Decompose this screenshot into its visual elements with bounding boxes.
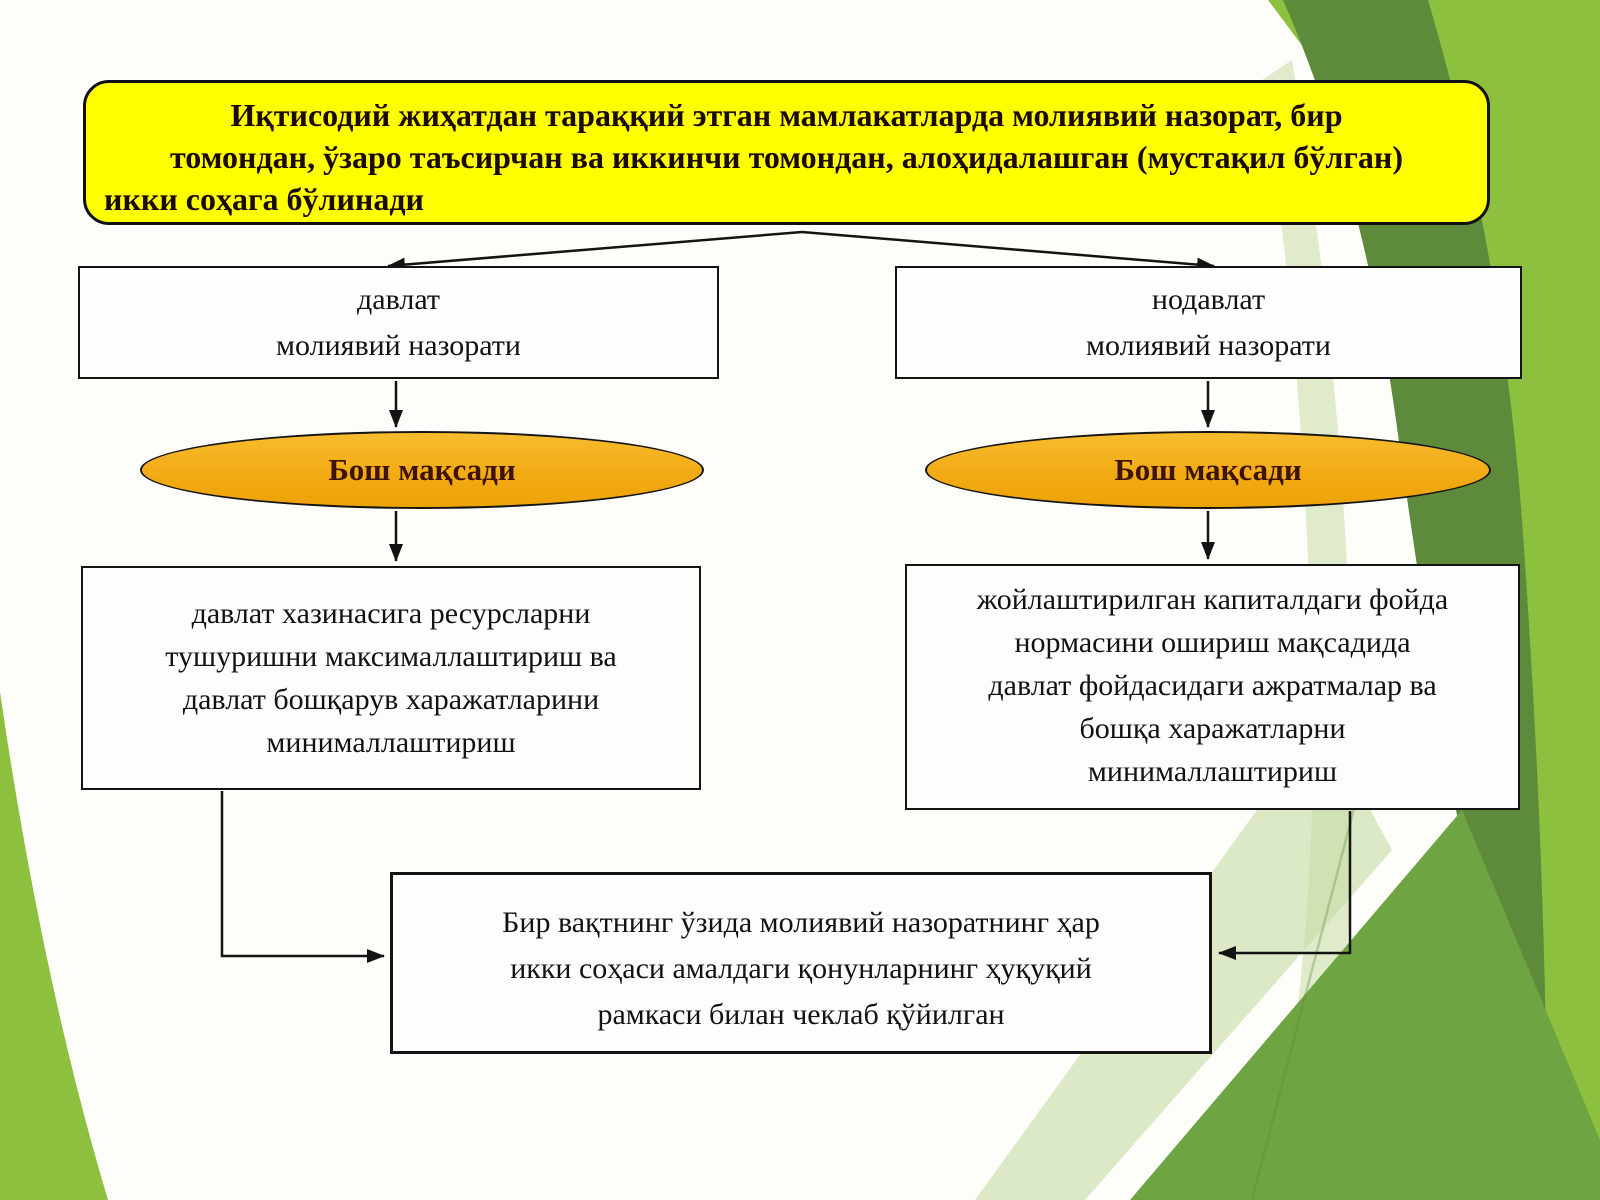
conclusion-line: икки соҳаси амалдаги қонунларнинг ҳуқуқий bbox=[510, 952, 1092, 985]
arrow-right-content-to-conclusion bbox=[1219, 811, 1350, 953]
goal-text-line: тушуришни максималлаштириш ва bbox=[165, 640, 617, 673]
title-box bbox=[83, 80, 1490, 225]
goal-label: Бош мақсади bbox=[1114, 452, 1302, 487]
conclusion-box bbox=[390, 872, 1212, 1054]
node-line: молиявий назорати bbox=[1086, 329, 1331, 362]
conclusion-line: рамкаси билан чеклаб қўйилган bbox=[597, 998, 1005, 1031]
title-line-2: томондан, ўзаро таъсирчан ва иккинчи томондан, алоҳидалашган (мустақил бўлган) bbox=[169, 139, 1403, 175]
node-state-financial-control bbox=[78, 266, 719, 379]
node-line: молиявий назорати bbox=[276, 329, 521, 362]
conclusion-line: Бир вақтнинг ўзида молиявий назоратнинг ҳар bbox=[502, 906, 1100, 939]
goal-text-line: давлат фойдасидаги ажратмалар ва bbox=[988, 669, 1437, 702]
title-line-1: Иқтисодий жиҳатдан тараққий этган мамлакатларда молиявий назорат, бир bbox=[230, 97, 1343, 133]
goal-text-line: бошқа харажатларни bbox=[1079, 712, 1346, 745]
node-line: давлат bbox=[357, 283, 440, 316]
goal-ellipse-right bbox=[925, 431, 1491, 509]
goal-text-line: минималлаштириш bbox=[266, 726, 516, 759]
node-line: нодавлат bbox=[1151, 283, 1266, 316]
arrow-title-to-left-node bbox=[388, 232, 802, 266]
title-line-3: икки соҳага бўлинади bbox=[104, 181, 424, 217]
goal-description-left bbox=[81, 566, 701, 790]
node-nonstate-financial-control bbox=[895, 266, 1522, 379]
arrow-title-to-right-node bbox=[802, 232, 1214, 266]
goal-text-line: давлат хазинасига ресурсларни bbox=[191, 597, 591, 630]
goal-label: Бош мақсади bbox=[328, 452, 516, 487]
goal-description-right bbox=[905, 564, 1520, 810]
goal-text-line: минималлаштириш bbox=[1087, 755, 1338, 788]
goal-text-line: нормасини ошириш мақсадида bbox=[1014, 626, 1411, 659]
goal-text-line: давлат бошқарув харажатларини bbox=[182, 683, 600, 716]
goal-text-line: жойлаштирилган капиталдаги фойда bbox=[976, 583, 1449, 616]
arrow-left-content-to-conclusion bbox=[222, 791, 384, 956]
goal-ellipse-left bbox=[140, 431, 704, 509]
